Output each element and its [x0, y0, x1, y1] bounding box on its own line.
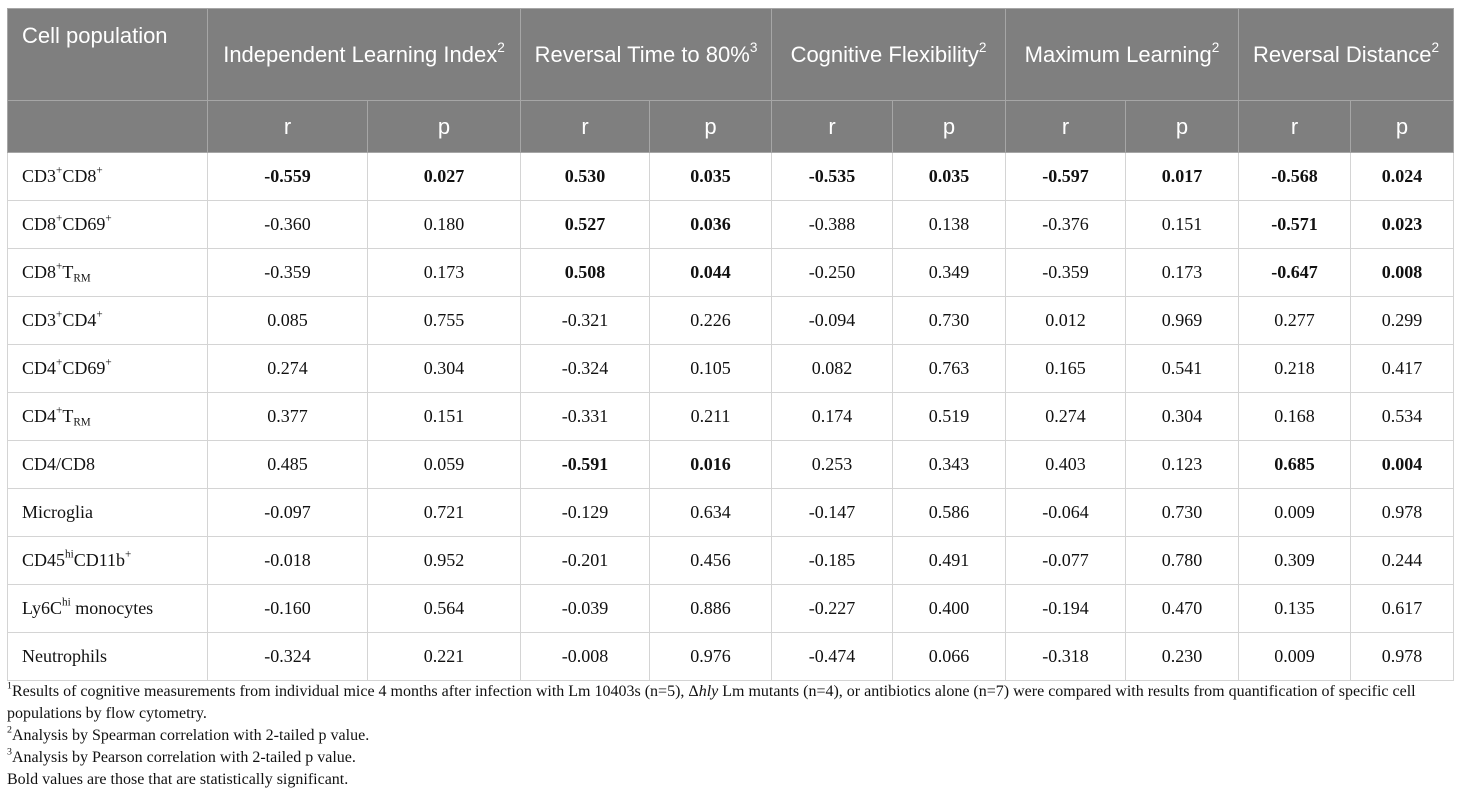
footnote-4: [7, 769, 1457, 791]
r-value-cell: 0.309: [1239, 537, 1351, 585]
text-run: +: [56, 404, 63, 417]
table-row: [8, 537, 1454, 585]
header-cognitive-flexibility: Cognitive Flexibility$^2$: [772, 9, 1006, 101]
p-value-cell: 0.008: [1351, 249, 1454, 297]
text-run: CD69: [62, 358, 106, 378]
header-r: r: [521, 101, 650, 153]
r-value-cell: -0.647: [1239, 249, 1351, 297]
r-value-cell: 0.218: [1239, 345, 1351, 393]
text-run: 3: [7, 746, 12, 758]
cell-population-name: [8, 345, 208, 393]
footnotes: [7, 681, 1457, 791]
p-value-cell: 0.036: [650, 201, 772, 249]
cell-population-name: [8, 153, 208, 201]
text-run: +: [105, 356, 112, 369]
header-r: r: [208, 101, 368, 153]
footnote-2: [7, 725, 1457, 747]
p-value-cell: 0.456: [650, 537, 772, 585]
r-value-cell: -0.008: [521, 633, 650, 681]
text-run: hi: [62, 596, 71, 609]
p-value-cell: 0.343: [893, 441, 1006, 489]
p-value-cell: 0.180: [368, 201, 521, 249]
p-value-cell: 0.024: [1351, 153, 1454, 201]
r-value-cell: 0.009: [1239, 489, 1351, 537]
header-reversal-time: Reversal Time to 80%$^3$: [521, 9, 772, 101]
r-value-cell: 0.485: [208, 441, 368, 489]
p-value-cell: 0.023: [1351, 201, 1454, 249]
header-p: p: [893, 101, 1006, 153]
text-run: T: [62, 262, 74, 282]
r-value-cell: -0.597: [1006, 153, 1126, 201]
cell-population-name: [8, 297, 208, 345]
p-value-cell: 0.027: [368, 153, 521, 201]
r-value-cell: 0.168: [1239, 393, 1351, 441]
text-run: CD69: [62, 214, 106, 234]
r-value-cell: -0.160: [208, 585, 368, 633]
r-value-cell: -0.094: [772, 297, 893, 345]
text-run: Neutrophils: [22, 646, 107, 666]
p-value-cell: 0.016: [650, 441, 772, 489]
text-run: +: [56, 164, 63, 177]
p-value-cell: 0.470: [1126, 585, 1239, 633]
header-reversal-distance: Reversal Distance$^2$: [1239, 9, 1454, 101]
r-value-cell: -0.097: [208, 489, 368, 537]
table-header: [8, 9, 1454, 153]
text-run: Microglia: [22, 502, 93, 522]
p-value-cell: 0.730: [893, 297, 1006, 345]
p-value-cell: 0.226: [650, 297, 772, 345]
r-value-cell: -0.324: [521, 345, 650, 393]
r-value-cell: -0.360: [208, 201, 368, 249]
p-value-cell: 0.586: [893, 489, 1006, 537]
text-run: CD4/CD8: [22, 454, 96, 474]
table-row: [8, 441, 1454, 489]
r-value-cell: 0.082: [772, 345, 893, 393]
header-row-stats: [8, 101, 1454, 153]
p-value-cell: 0.634: [650, 489, 772, 537]
r-value-cell: -0.185: [772, 537, 893, 585]
text-run: Analysis by Spearman correlation with 2-tailed p value.: [11, 727, 370, 744]
text-run: 2: [7, 724, 12, 736]
p-value-cell: 0.299: [1351, 297, 1454, 345]
r-value-cell: -0.077: [1006, 537, 1126, 585]
p-value-cell: 0.066: [893, 633, 1006, 681]
table-row: [8, 201, 1454, 249]
p-value-cell: 0.173: [368, 249, 521, 297]
r-value-cell: -0.201: [521, 537, 650, 585]
text-run: CD3: [22, 310, 57, 330]
text-run: Ly6C: [22, 598, 63, 618]
r-value-cell: -0.571: [1239, 201, 1351, 249]
r-value-cell: 0.009: [1239, 633, 1351, 681]
p-value-cell: 0.541: [1126, 345, 1239, 393]
r-value-cell: -0.250: [772, 249, 893, 297]
p-value-cell: 0.304: [368, 345, 521, 393]
header-p: p: [368, 101, 521, 153]
r-value-cell: -0.147: [772, 489, 893, 537]
r-value-cell: -0.591: [521, 441, 650, 489]
r-value-cell: -0.474: [772, 633, 893, 681]
r-value-cell: -0.194: [1006, 585, 1126, 633]
r-value-cell: 0.274: [208, 345, 368, 393]
text-run: Analysis by Pearson correlation with 2-tailed p value.: [11, 749, 356, 766]
text-run: monocytes: [70, 598, 154, 618]
header-row-groups: [8, 9, 1454, 101]
text-run: CD8: [62, 166, 97, 186]
p-value-cell: 0.755: [368, 297, 521, 345]
r-value-cell: -0.568: [1239, 153, 1351, 201]
r-value-cell: 0.508: [521, 249, 650, 297]
r-value-cell: 0.530: [521, 153, 650, 201]
p-value-cell: 0.035: [893, 153, 1006, 201]
cell-population-name: [8, 393, 208, 441]
r-value-cell: -0.376: [1006, 201, 1126, 249]
text-run: CD45: [22, 550, 66, 570]
p-value-cell: 0.105: [650, 345, 772, 393]
cell-population-name: [8, 585, 208, 633]
p-value-cell: 0.221: [368, 633, 521, 681]
r-value-cell: -0.039: [521, 585, 650, 633]
r-value-cell: 0.174: [772, 393, 893, 441]
r-value-cell: 0.085: [208, 297, 368, 345]
p-value-cell: 0.244: [1351, 537, 1454, 585]
p-value-cell: 0.730: [1126, 489, 1239, 537]
r-value-cell: -0.129: [521, 489, 650, 537]
text-run: +: [125, 548, 132, 561]
p-value-cell: 0.564: [368, 585, 521, 633]
text-run: CD4: [22, 406, 57, 426]
footnote-1: [7, 681, 1457, 725]
table-row: [8, 633, 1454, 681]
table-row: [8, 297, 1454, 345]
r-value-cell: 0.277: [1239, 297, 1351, 345]
text-run: CD11b: [73, 550, 126, 570]
correlation-table: [7, 8, 1454, 681]
r-value-cell: -0.018: [208, 537, 368, 585]
r-value-cell: -0.227: [772, 585, 893, 633]
p-value-cell: 0.211: [650, 393, 772, 441]
p-value-cell: 0.519: [893, 393, 1006, 441]
header-independent-learning-index: Independent Learning Index$^2$: [208, 9, 521, 101]
p-value-cell: 0.969: [1126, 297, 1239, 345]
text-run: CD4: [22, 358, 57, 378]
header-p: p: [1351, 101, 1454, 153]
r-value-cell: -0.321: [521, 297, 650, 345]
r-value-cell: -0.324: [208, 633, 368, 681]
p-value-cell: 0.400: [893, 585, 1006, 633]
p-value-cell: 0.304: [1126, 393, 1239, 441]
r-value-cell: 0.403: [1006, 441, 1126, 489]
r-value-cell: 0.253: [772, 441, 893, 489]
p-value-cell: 0.491: [893, 537, 1006, 585]
p-value-cell: 0.173: [1126, 249, 1239, 297]
p-value-cell: 0.417: [1351, 345, 1454, 393]
p-value-cell: 0.534: [1351, 393, 1454, 441]
r-value-cell: -0.359: [208, 249, 368, 297]
text-run: 1: [7, 680, 12, 692]
r-value-cell: 0.377: [208, 393, 368, 441]
header-p: p: [650, 101, 772, 153]
r-value-cell: 0.165: [1006, 345, 1126, 393]
p-value-cell: 0.059: [368, 441, 521, 489]
table-row: [8, 585, 1454, 633]
r-value-cell: -0.388: [772, 201, 893, 249]
p-value-cell: 0.138: [893, 201, 1006, 249]
p-value-cell: 0.123: [1126, 441, 1239, 489]
header-p: p: [1126, 101, 1239, 153]
r-value-cell: -0.359: [1006, 249, 1126, 297]
header-maximum-learning: Maximum Learning$^2$: [1006, 9, 1239, 101]
text-run: RM: [73, 416, 91, 429]
text-run: Results of cognitive measurements from individual mice 4 months after infection with Lm 10403s (n=5), Δ: [11, 683, 699, 700]
footnote-3: [7, 747, 1457, 769]
p-value-cell: 0.035: [650, 153, 772, 201]
text-run: +: [56, 356, 63, 369]
cell-population-name: [8, 633, 208, 681]
r-value-cell: -0.535: [772, 153, 893, 201]
table-row: [8, 345, 1454, 393]
header-r: r: [1006, 101, 1126, 153]
p-value-cell: 0.763: [893, 345, 1006, 393]
text-run: +: [96, 308, 103, 321]
p-value-cell: 0.617: [1351, 585, 1454, 633]
text-run: CD8: [22, 262, 57, 282]
r-value-cell: -0.064: [1006, 489, 1126, 537]
r-value-cell: -0.331: [521, 393, 650, 441]
text-run: +: [56, 260, 63, 273]
text-run: +: [96, 164, 103, 177]
text-run: CD3: [22, 166, 57, 186]
text-run: +: [56, 212, 63, 225]
text-run: RM: [73, 272, 91, 285]
p-value-cell: 0.721: [368, 489, 521, 537]
header-r: r: [1239, 101, 1351, 153]
header-cell-population: Cell population: [8, 9, 208, 101]
r-value-cell: 0.135: [1239, 585, 1351, 633]
p-value-cell: 0.004: [1351, 441, 1454, 489]
r-value-cell: 0.274: [1006, 393, 1126, 441]
header-r: r: [772, 101, 893, 153]
p-value-cell: 0.976: [650, 633, 772, 681]
r-value-cell: 0.685: [1239, 441, 1351, 489]
cell-population-name: [8, 537, 208, 585]
table-row: [8, 153, 1454, 201]
table-body: [8, 153, 1454, 681]
text-run: hly: [698, 683, 719, 700]
p-value-cell: 0.780: [1126, 537, 1239, 585]
text-run: hi: [65, 548, 74, 561]
text-run: CD8: [22, 214, 57, 234]
cell-population-name: [8, 201, 208, 249]
p-value-cell: 0.044: [650, 249, 772, 297]
header-empty-cell: [8, 101, 208, 153]
p-value-cell: 0.886: [650, 585, 772, 633]
text-run: +: [56, 308, 63, 321]
text-run: CD4: [62, 310, 97, 330]
r-value-cell: 0.012: [1006, 297, 1126, 345]
p-value-cell: 0.151: [368, 393, 521, 441]
p-value-cell: 0.230: [1126, 633, 1239, 681]
text-run: +: [105, 212, 112, 225]
cell-population-name: [8, 489, 208, 537]
r-value-cell: -0.318: [1006, 633, 1126, 681]
table-row: [8, 393, 1454, 441]
r-value-cell: -0.559: [208, 153, 368, 201]
p-value-cell: 0.978: [1351, 489, 1454, 537]
p-value-cell: 0.151: [1126, 201, 1239, 249]
p-value-cell: 0.952: [368, 537, 521, 585]
cell-population-name: [8, 249, 208, 297]
text-run: Lm mutants (n=4), or antibiotics alone (n=7) were compared with results from quantification of specific cell populations by flow cytometry.: [7, 683, 1416, 722]
p-value-cell: 0.349: [893, 249, 1006, 297]
text-run: Bold values are those that are statistically significant.: [7, 771, 349, 788]
p-value-cell: 0.978: [1351, 633, 1454, 681]
table-row: [8, 249, 1454, 297]
text-run: T: [62, 406, 74, 426]
p-value-cell: 0.017: [1126, 153, 1239, 201]
cell-population-name: [8, 441, 208, 489]
r-value-cell: 0.527: [521, 201, 650, 249]
table-row: [8, 489, 1454, 537]
